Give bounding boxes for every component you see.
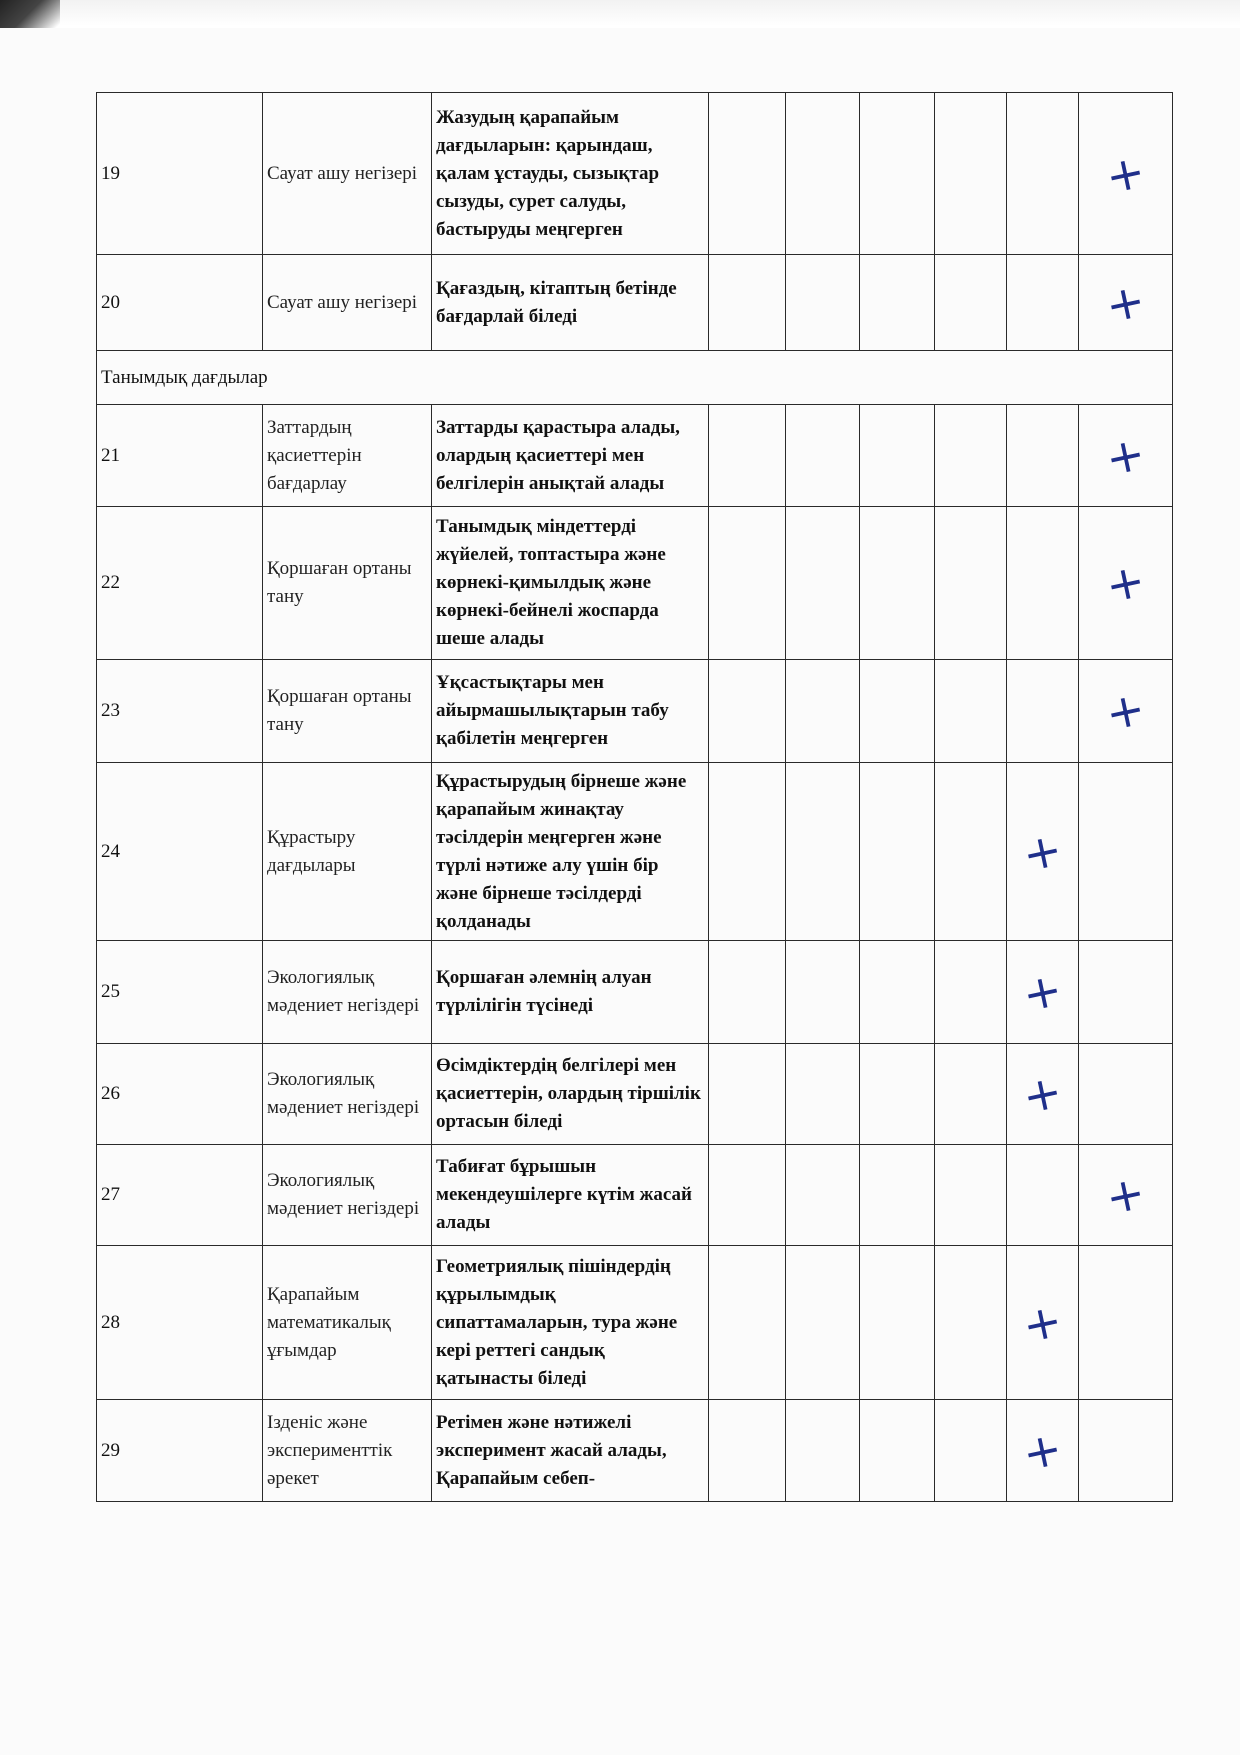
level-cell: [709, 1145, 786, 1246]
row-number: 21: [97, 405, 263, 507]
check-mark-icon: [1011, 1292, 1074, 1353]
level-cell: [1079, 763, 1173, 941]
skill-description: Ұқсастықтары мен айырмашылықтарын табу қабілетін меңгерген: [432, 660, 709, 763]
row-number: 24: [97, 763, 263, 941]
skill-area: Заттардың қасиеттерін бағдарлау: [263, 405, 432, 507]
level-cell: [709, 1044, 786, 1145]
level-cell: [935, 763, 1007, 941]
level-cell: [935, 507, 1007, 660]
level-cell: [1007, 941, 1079, 1044]
level-cell: [1007, 255, 1079, 351]
level-cell: [786, 660, 860, 763]
level-cell: [1007, 1145, 1079, 1246]
level-cell: [709, 1246, 786, 1400]
skill-area: Құрастыру дағдылары: [263, 763, 432, 941]
section-row: [97, 351, 1173, 405]
scanned-page: [0, 28, 1240, 1755]
check-mark-icon: [1083, 425, 1168, 486]
check-mark-glyph: +: [1101, 272, 1150, 333]
skill-description: Қоршаған әлемнің алуан түрлілігін түсінеді: [432, 941, 709, 1044]
level-cell: [935, 93, 1007, 255]
row-number: 20: [97, 255, 263, 351]
table-row: [97, 405, 1173, 507]
skill-description: Табиғат бұрышын мекендеушілерге күтім жасай алады: [432, 1145, 709, 1246]
level-cell: [1079, 1145, 1173, 1246]
skill-description: Ретімен және нәтижелі эксперимент жасай алады, Қарапайым себеп-: [432, 1400, 709, 1502]
row-number: 29: [97, 1400, 263, 1502]
skill-area: Экологиялық мәдениет негіздері: [263, 1145, 432, 1246]
check-mark-glyph: +: [1101, 1164, 1150, 1226]
table-row: [97, 660, 1173, 763]
check-mark-glyph: +: [1101, 425, 1150, 486]
check-mark-icon: [1011, 821, 1074, 882]
level-cell: [709, 93, 786, 255]
skill-area: Экологиялық мәдениет негіздері: [263, 1044, 432, 1145]
level-cell: [1079, 93, 1173, 255]
table-row: [97, 1400, 1173, 1502]
check-mark-glyph: +: [1018, 961, 1067, 1023]
level-cell: [709, 255, 786, 351]
level-cell: [935, 1400, 1007, 1502]
level-cell: [1007, 1044, 1079, 1145]
level-cell: [1007, 405, 1079, 507]
level-cell: [786, 763, 860, 941]
level-cell: [860, 660, 935, 763]
section-title: Танымдық дағдылар: [97, 351, 1173, 405]
level-cell: [860, 1145, 935, 1246]
level-cell: [860, 507, 935, 660]
level-cell: [1079, 255, 1173, 351]
check-mark-glyph: +: [1018, 1063, 1067, 1125]
level-cell: [786, 1246, 860, 1400]
level-cell: [1079, 405, 1173, 507]
level-cell: [786, 507, 860, 660]
check-mark-icon: [1011, 1420, 1074, 1481]
level-cell: [935, 405, 1007, 507]
skill-area: Ізденіс және эксперименттік әрекет: [263, 1400, 432, 1502]
level-cell: [1007, 763, 1079, 941]
level-cell: [860, 93, 935, 255]
skill-area: Қоршаған ортаны тану: [263, 660, 432, 763]
check-mark-icon: [1011, 1063, 1074, 1125]
skill-description: Өсімдіктердің белгілері мен қасиеттерін, олардың тіршілік ортасын біледі: [432, 1044, 709, 1145]
row-number: 19: [97, 93, 263, 255]
level-cell: [1007, 1400, 1079, 1502]
level-cell: [786, 1400, 860, 1502]
level-cell: [1007, 660, 1079, 763]
level-cell: [786, 93, 860, 255]
table-row: [97, 763, 1173, 941]
level-cell: [860, 255, 935, 351]
skill-area: Экологиялық мәдениет негіздері: [263, 941, 432, 1044]
check-mark-icon: [1083, 143, 1168, 204]
level-cell: [935, 660, 1007, 763]
level-cell: [1079, 1044, 1173, 1145]
check-mark-glyph: +: [1018, 1292, 1067, 1353]
row-number: 26: [97, 1044, 263, 1145]
row-number: 22: [97, 507, 263, 660]
check-mark-glyph: +: [1101, 552, 1150, 614]
level-cell: [935, 255, 1007, 351]
row-number: 28: [97, 1246, 263, 1400]
level-cell: [935, 1044, 1007, 1145]
table-row: [97, 255, 1173, 351]
level-cell: [1007, 1246, 1079, 1400]
check-mark-icon: [1083, 680, 1168, 742]
table-row: [97, 93, 1173, 255]
skill-description: Заттарды қарастыра алады, олардың қасиеттері мен белгілерін анықтай алады: [432, 405, 709, 507]
level-cell: [786, 405, 860, 507]
level-cell: [709, 405, 786, 507]
level-cell: [935, 941, 1007, 1044]
level-cell: [935, 1145, 1007, 1246]
row-number: 27: [97, 1145, 263, 1246]
scan-edge: [0, 0, 1240, 26]
level-cell: [1007, 93, 1079, 255]
skill-area: Сауат ашу негізері: [263, 93, 432, 255]
level-cell: [786, 255, 860, 351]
skill-description: Танымдық міндеттерді жүйелей, топтастыра және көрнекі-қимылдық және көрнекі-бейнелі жоспарда шеше алады: [432, 507, 709, 660]
skill-description: Қағаздың, кітаптың бетінде бағдарлай біледі: [432, 255, 709, 351]
skill-description: Жазудың қарапайым дағдыларын: қарындаш, қалам ұстауды, сызықтар сызуды, сурет салуды, бастыруды меңгерген: [432, 93, 709, 255]
level-cell: [709, 763, 786, 941]
table-row: [97, 1145, 1173, 1246]
check-mark-glyph: +: [1018, 1420, 1067, 1481]
assessment-table: [96, 92, 1173, 1502]
check-mark-icon: [1011, 961, 1074, 1023]
level-cell: [860, 1246, 935, 1400]
skill-area: Сауат ашу негізері: [263, 255, 432, 351]
skill-description: Құрастырудың бірнеше және қарапайым жинақтау тәсілдерін меңгерген және түрлі нәтиже алу үшін бір және бірнеше тәсілдерді қолданады: [432, 763, 709, 941]
level-cell: [786, 941, 860, 1044]
assessment-table-body: [97, 93, 1173, 1502]
check-mark-icon: [1083, 272, 1168, 333]
level-cell: [1007, 507, 1079, 660]
level-cell: [709, 1400, 786, 1502]
level-cell: [786, 1044, 860, 1145]
level-cell: [860, 1400, 935, 1502]
level-cell: [860, 941, 935, 1044]
table-row: [97, 1246, 1173, 1400]
check-mark-glyph: +: [1101, 680, 1150, 742]
check-mark-icon: [1083, 552, 1168, 614]
level-cell: [1079, 1246, 1173, 1400]
skill-description: Геометриялық пішіндердің құрылымдық сипаттамаларын, тура және кері реттегі сандық қатынасты біледі: [432, 1246, 709, 1400]
table-row: [97, 941, 1173, 1044]
level-cell: [786, 1145, 860, 1246]
level-cell: [1079, 1400, 1173, 1502]
level-cell: [709, 941, 786, 1044]
level-cell: [1079, 507, 1173, 660]
row-number: 23: [97, 660, 263, 763]
level-cell: [860, 763, 935, 941]
level-cell: [709, 507, 786, 660]
level-cell: [935, 1246, 1007, 1400]
skill-area: Қоршаған ортаны тану: [263, 507, 432, 660]
level-cell: [1079, 660, 1173, 763]
row-number: 25: [97, 941, 263, 1044]
level-cell: [860, 405, 935, 507]
check-mark-icon: [1083, 1164, 1168, 1226]
table-row: [97, 507, 1173, 660]
check-mark-glyph: +: [1018, 821, 1067, 882]
level-cell: [709, 660, 786, 763]
level-cell: [1079, 941, 1173, 1044]
level-cell: [860, 1044, 935, 1145]
table-row: [97, 1044, 1173, 1145]
skill-area: Қарапайым математикалық ұғымдар: [263, 1246, 432, 1400]
check-mark-glyph: +: [1101, 143, 1150, 204]
